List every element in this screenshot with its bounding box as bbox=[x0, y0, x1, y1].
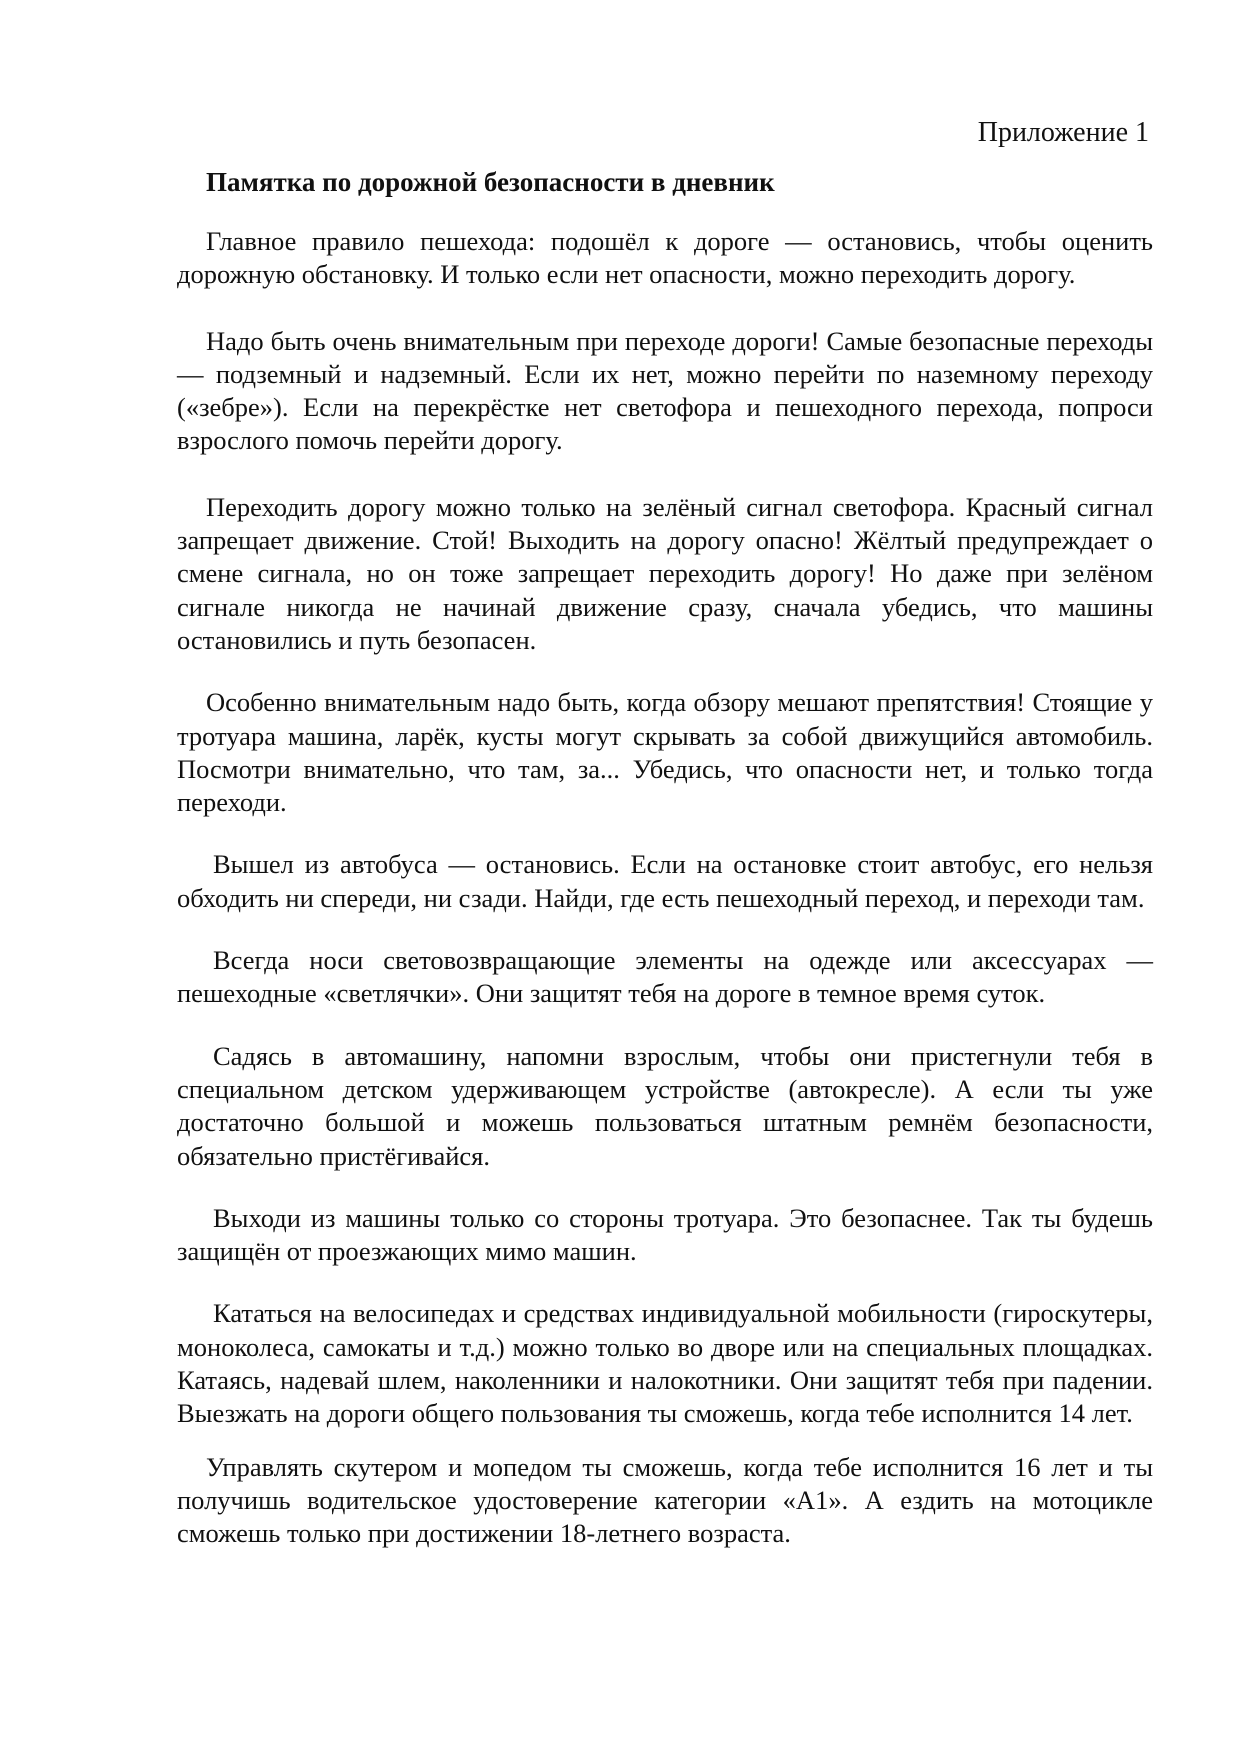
paragraph-traffic-light: Переходить дорогу можно только на зелёный сигнал светофора. Красный сигнал запрещает движение. Стой! Выходить на дорогу опасно! Жёлтый предупреждает о смене сигнала, но он тоже запрещает переходить дорогу! Но даже при зелёном сигнале никогда не начинай движение сразу, сначала убедись, что машины остановились и путь безопасен. bbox=[177, 491, 1153, 655]
paragraph-scooters: Управлять скутером и мопедом ты сможешь, когда тебе исполнится 16 лет и ты получишь водительское удостоверение категории «А1». А ездить на мотоцикле сможешь только при достижении 18-летнего возраста. bbox=[177, 1451, 1153, 1549]
paragraph-crossings: Надо быть очень внимательным при переходе дороги! Самые безопасные переходы — подземный и надземный. Если их нет, можно перейти по наземному переходу («зебре»). Если на перекрёстке нет светофора и пешеходного перехода, попроси взрослого помочь перейти дорогу. bbox=[177, 325, 1153, 456]
paragraph-bus: Вышел из автобуса — остановись. Если на остановке стоит автобус, его нельзя обходить ни спереди, ни сзади. Найди, где есть пешеходный переход, и переходи там. bbox=[177, 849, 1153, 913]
paragraph-exit-car: Выходи из машины только со стороны тротуара. Это безопаснее. Так ты будешь защищён от проезжающих мимо машин. bbox=[177, 1202, 1153, 1267]
document-body bbox=[177, 225, 1153, 1551]
paragraph-obstacles: Особенно внимательным надо быть, когда обзору мешают препятствия! Стоящие у тротуара машина, ларёк, кусты могут скрывать за собой движущийся автомобиль. Посмотри внимательно, что там, за... Убедись, что опасности нет, и только тогда переходи. bbox=[177, 687, 1153, 818]
paragraph-seatbelt: Садясь в автомашину, напомни взрослым, чтобы они пристегнули тебя в специальном детском удерживающем устройстве (автокресле). А если ты уже достаточно большой и можешь пользоваться штатным ремнём безопасности, обязательно пристёгивайся. bbox=[177, 1040, 1153, 1171]
paragraph-reflectors: Всегда носи световозвращающие элементы на одежде или аксессуарах — пешеходные «светлячки». Они защитят тебя на дороге в темное время суток. bbox=[177, 945, 1153, 1009]
paragraph-bicycles: Кататься на велосипедах и средствах индивидуальной мобильности (гироскутеры, моноколеса, самокаты и т.д.) можно только во дворе или на специальных площадках. Катаясь, надевай шлем, наколенники и налокотники. Они защитят тебя при падении. Выезжать на дороги общего пользования ты сможешь, когда тебе исполнится 14 лет. bbox=[177, 1298, 1153, 1429]
appendix-label: Приложение 1 bbox=[977, 117, 1149, 148]
document-title: Памятка по дорожной безопасности в дневник bbox=[206, 167, 775, 197]
paragraph-pedestrian-rule: Главное правило пешехода: подошёл к дороге — остановись, чтобы оценить дорожную обстановку. И только если нет опасности, можно переходить дорогу. bbox=[177, 226, 1153, 290]
